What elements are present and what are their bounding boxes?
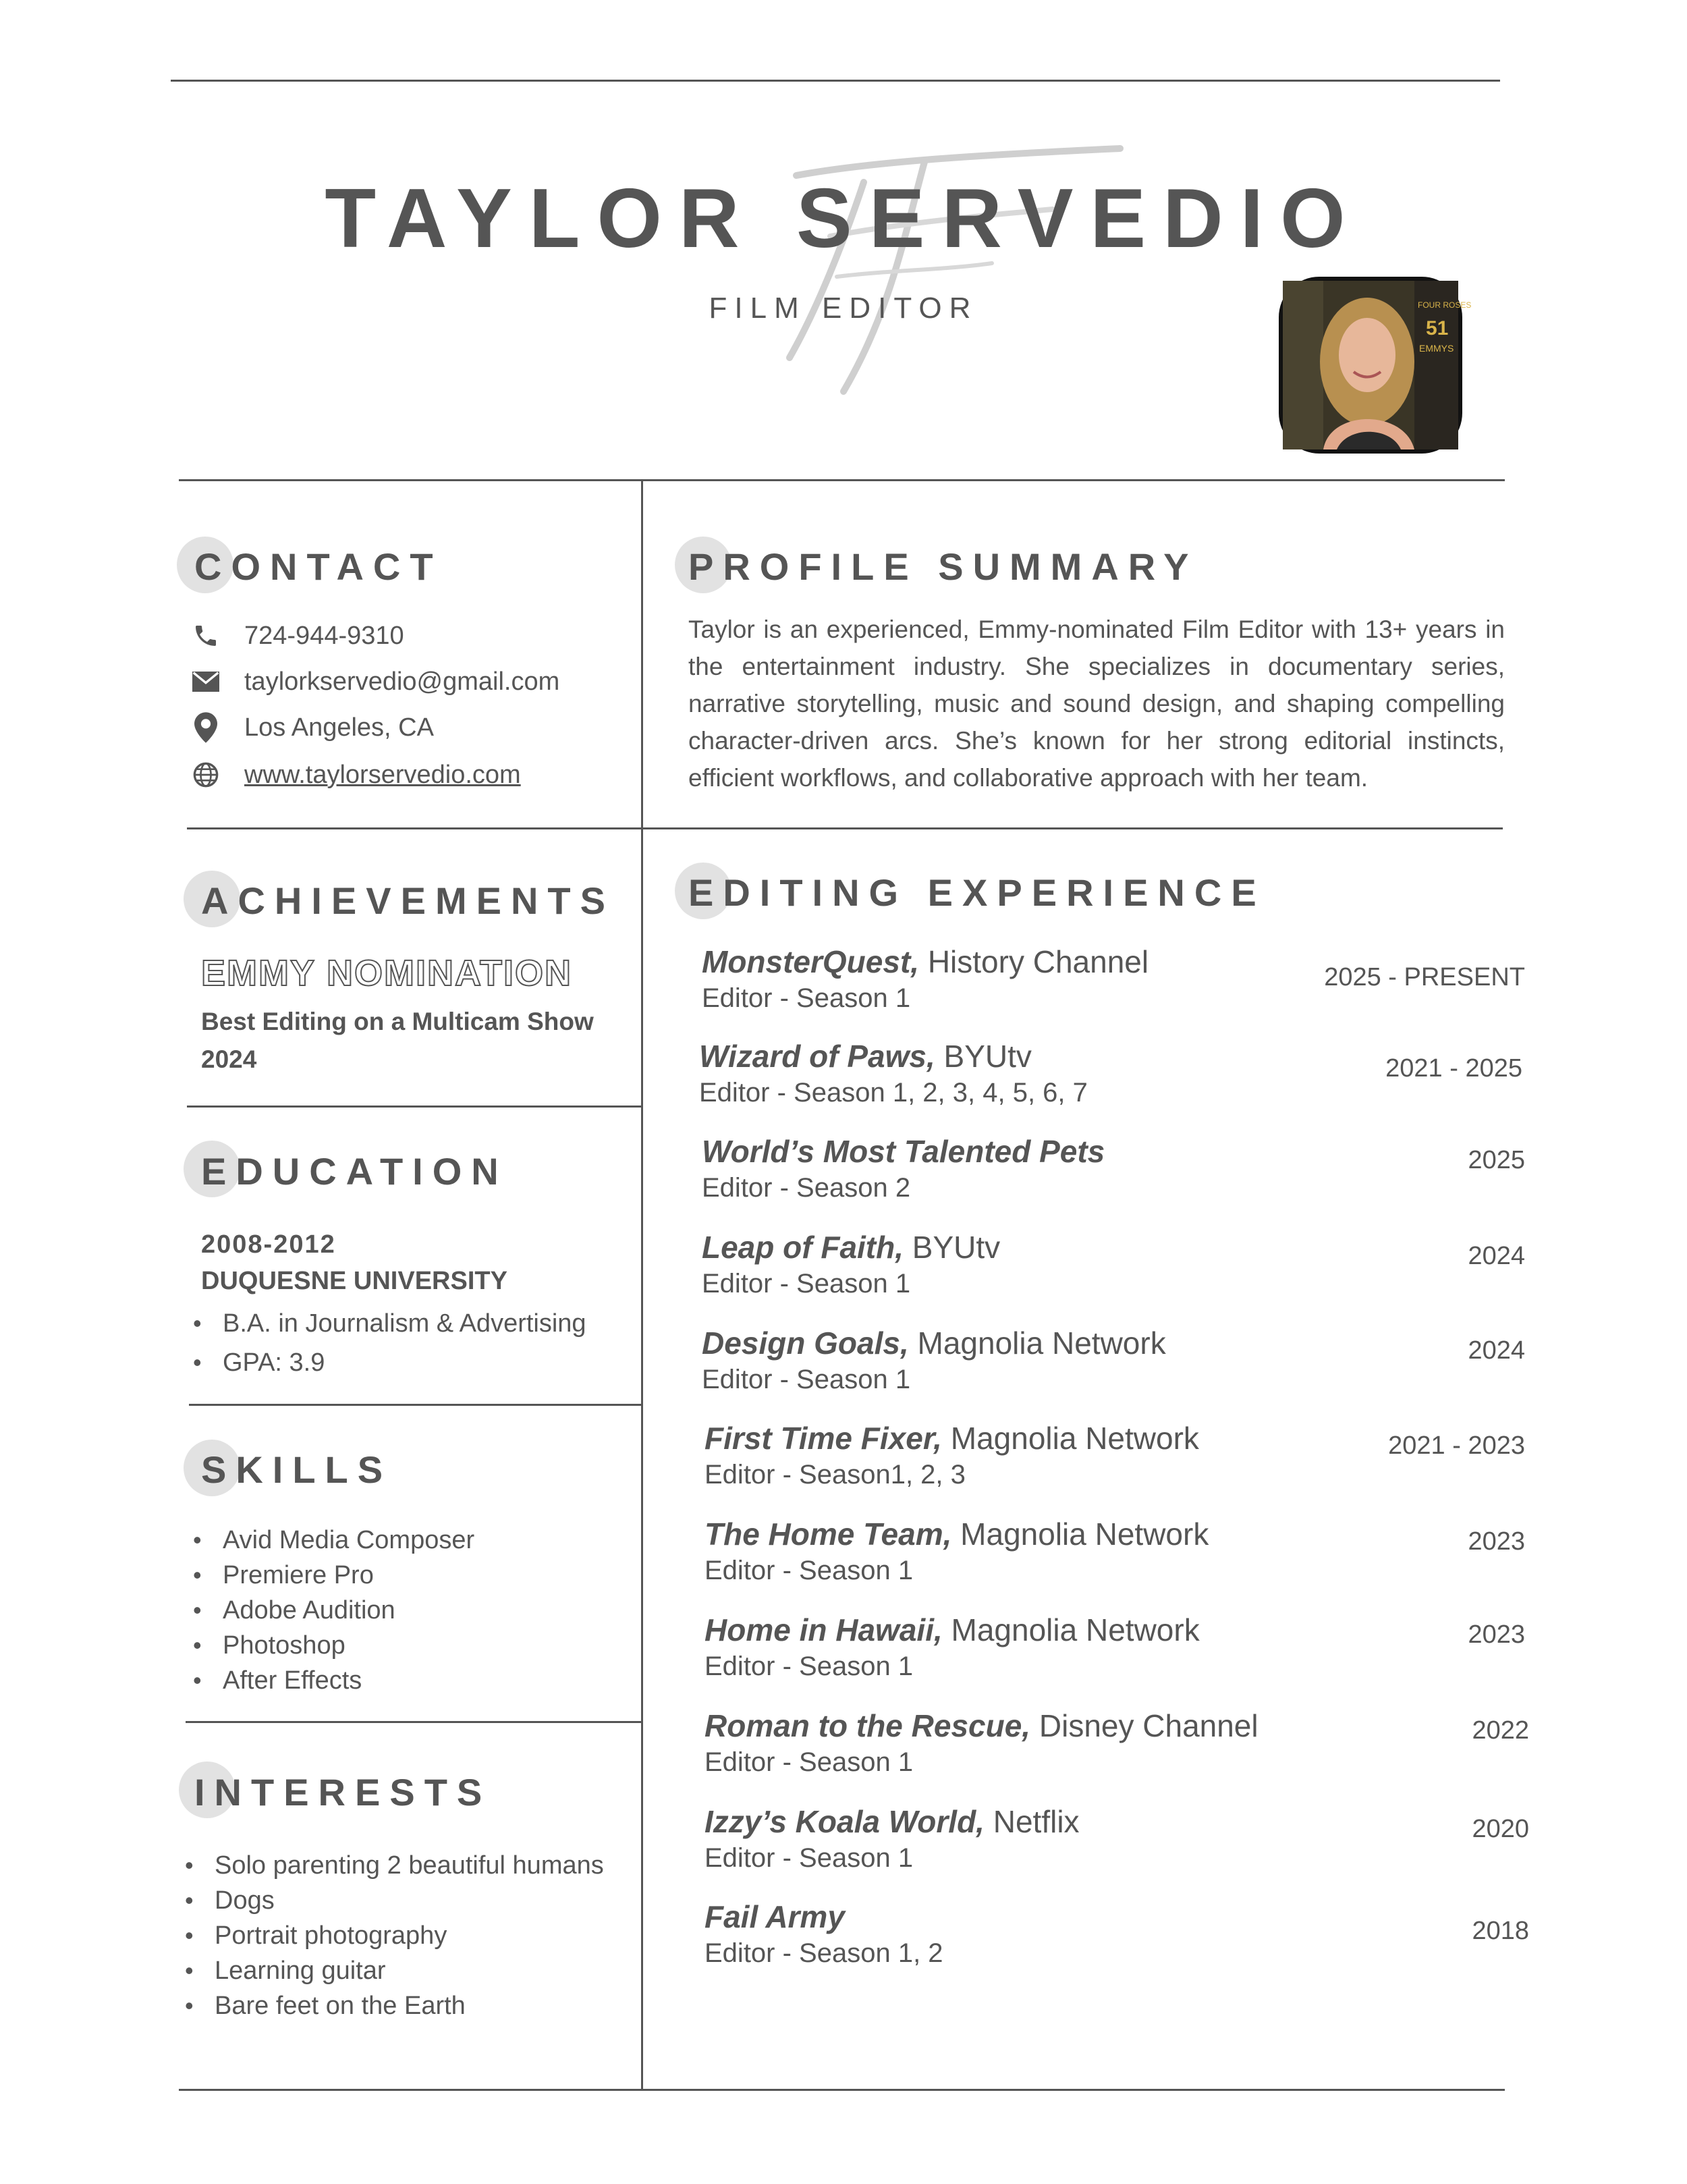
- list-item: • Bare feet on the Earth: [182, 1988, 604, 2023]
- skills-heading: SKILLS: [201, 1448, 393, 1491]
- network-name: Magnolia Network: [908, 1326, 1166, 1361]
- top-rule: [171, 80, 1500, 82]
- show-name: Fail Army: [704, 1899, 845, 1934]
- show-name: Izzy’s Koala World,: [704, 1804, 985, 1839]
- experience-dates: 2022: [1472, 1716, 1529, 1745]
- experience-role: Editor - Season 1: [702, 983, 911, 1013]
- list-item: • Portrait photography: [182, 1918, 604, 1953]
- contact-website: [189, 758, 521, 792]
- network-name: Magnolia Network: [942, 1612, 1200, 1647]
- candidate-title: FILM EDITOR: [709, 292, 978, 325]
- portrait-image: [1283, 281, 1472, 449]
- experience-role: Editor - Season 1, 2, 3, 4, 5, 6, 7: [699, 1078, 1088, 1108]
- list-item: • Premiere Pro: [190, 1558, 474, 1593]
- list-item: • Learning guitar: [182, 1953, 604, 1988]
- candidate-name: TAYLOR SERVEDIO: [325, 172, 1362, 265]
- show-name: Leap of Faith,: [702, 1230, 904, 1265]
- network-name: BYUtv: [904, 1230, 1001, 1265]
- experience-dates: 2021 - 2025: [1385, 1054, 1522, 1083]
- list-item: • GPA: 3.9: [190, 1345, 586, 1380]
- experience-entry: [704, 1898, 1529, 1971]
- experience-role: Editor - Season 1: [704, 1556, 914, 1585]
- experience-entry: [702, 1132, 1525, 1205]
- location-text: Los Angeles, CA: [244, 713, 434, 742]
- school-name: DUQUESNE UNIVERSITY: [201, 1267, 507, 1295]
- svg-text:51: 51: [1426, 317, 1449, 339]
- show-name: First Time Fixer,: [704, 1421, 942, 1456]
- experience-dates: 2023: [1468, 1527, 1525, 1556]
- email-address[interactable]: taylorkservedio@gmail.com: [244, 667, 560, 696]
- show-name: World’s Most Talented Pets: [702, 1134, 1105, 1169]
- experience-dates: 2021 - 2023: [1388, 1431, 1525, 1460]
- experience-title: [702, 1132, 1525, 1170]
- bottom-rule: [179, 2089, 1505, 2091]
- experience-title: [704, 1611, 1525, 1649]
- experience-title: [702, 1228, 1525, 1266]
- interests-heading: INTERESTS: [194, 1771, 492, 1813]
- experience-entry: [704, 1515, 1525, 1588]
- editing-experience-heading: EDITING EXPERIENCE: [688, 871, 1266, 914]
- experience-entry: [702, 1324, 1525, 1397]
- experience-role: Editor - Season 1: [704, 1747, 914, 1777]
- profile-summary-heading: PROFILE SUMMARY: [688, 545, 1198, 588]
- experience-role: Editor - Season 1: [704, 1651, 914, 1681]
- award-category: Best Editing on a Multicam Show: [201, 1008, 594, 1035]
- profile-photo: [1279, 277, 1472, 454]
- show-name: Design Goals,: [702, 1326, 909, 1361]
- left-divider-3: [189, 1404, 642, 1406]
- experience-entry: [704, 1707, 1529, 1780]
- network-name: Disney Channel: [1030, 1708, 1259, 1743]
- list-item: • After Effects: [190, 1663, 474, 1698]
- phone-number: 724-944-9310: [244, 621, 404, 650]
- experience-title: [704, 1515, 1525, 1553]
- experience-entry: [702, 943, 1525, 1016]
- svg-text:EMMYS: EMMYS: [1419, 343, 1454, 354]
- list-item: • B.A. in Journalism & Advertising: [190, 1306, 586, 1341]
- skills-list: [190, 1523, 474, 1698]
- experience-role: Editor - Season 1: [704, 1843, 914, 1873]
- experience-role: Editor - Season 1: [702, 1365, 911, 1394]
- show-name: Wizard of Paws,: [699, 1039, 935, 1074]
- network-name: Magnolia Network: [951, 1517, 1209, 1552]
- envelope-icon: [189, 665, 223, 699]
- experience-entry: [704, 1803, 1529, 1876]
- website-link[interactable]: www.taylorservedio.com: [244, 760, 521, 789]
- experience-role: Editor - Season 2: [702, 1173, 911, 1203]
- experience-dates: 2020: [1472, 1815, 1529, 1843]
- map-pin-icon: [189, 711, 223, 744]
- experience-role: Editor - Season1, 2, 3: [704, 1460, 966, 1490]
- left-divider-1: [187, 827, 642, 829]
- svg-text:FOUR ROSES: FOUR ROSES: [1418, 300, 1472, 310]
- education-details: [190, 1306, 586, 1380]
- network-name: Netflix: [984, 1804, 1080, 1839]
- list-item: • Photoshop: [190, 1628, 474, 1663]
- globe-icon: [189, 758, 223, 792]
- phone-icon: [189, 619, 223, 653]
- experience-title: [704, 1707, 1529, 1745]
- award-year: 2024: [201, 1045, 257, 1073]
- profile-summary-text: Taylor is an experienced, Emmy-nominated Film Editor with 13+ years in the entertainment industry. She specializes in documentary series, narrative storytelling, music and sound design, and shaping compelling character-driven arcs. She’s known for her strong editorial instincts, efficient workflows, and collaborative approach with her team.: [688, 616, 1505, 792]
- achievements-heading: ACHIEVEMENTS: [201, 879, 615, 922]
- interests-list: [182, 1848, 604, 2023]
- header-divider: [179, 479, 1505, 481]
- education-years: 2008-2012: [201, 1230, 336, 1259]
- list-item: • Dogs: [182, 1883, 604, 1918]
- network-name: BYUtv: [935, 1039, 1032, 1074]
- contact-location: [189, 711, 434, 744]
- contact-phone: [189, 619, 404, 653]
- experience-role: Editor - Season 1: [702, 1269, 911, 1299]
- experience-dates: 2018: [1472, 1917, 1529, 1945]
- list-item: • Solo parenting 2 beautiful humans: [182, 1848, 604, 1883]
- experience-dates: 2025 - PRESENT: [1324, 963, 1525, 991]
- network-name: Magnolia Network: [941, 1421, 1199, 1456]
- experience-title: [702, 1324, 1525, 1362]
- show-name: The Home Team,: [704, 1517, 952, 1552]
- experience-role: Editor - Season 1, 2: [704, 1938, 943, 1968]
- experience-entry: [704, 1611, 1525, 1684]
- left-divider-4: [186, 1721, 642, 1723]
- experience-entry: [702, 1228, 1525, 1301]
- experience-dates: 2023: [1468, 1620, 1525, 1649]
- network-name: History Channel: [919, 944, 1149, 979]
- experience-dates: 2025: [1468, 1146, 1525, 1174]
- experience-entry: [699, 1037, 1522, 1110]
- list-item: • Avid Media Composer: [190, 1523, 474, 1558]
- experience-title: [704, 1803, 1529, 1840]
- contact-heading: CONTACT: [194, 545, 443, 588]
- show-name: Home in Hawaii,: [704, 1612, 943, 1647]
- list-item: • Adobe Audition: [190, 1593, 474, 1628]
- experience-dates: 2024: [1468, 1242, 1525, 1270]
- experience-dates: 2024: [1468, 1336, 1525, 1365]
- experience-title: [704, 1898, 1529, 1936]
- column-divider: [641, 481, 643, 2090]
- left-divider-2: [187, 1105, 642, 1108]
- contact-email: [189, 665, 559, 699]
- education-heading: EDUCATION: [201, 1150, 508, 1193]
- award-title: EMMY NOMINATION: [201, 953, 572, 993]
- show-name: MonsterQuest,: [702, 944, 920, 979]
- right-divider-1: [642, 827, 1503, 829]
- experience-entry: [704, 1419, 1525, 1492]
- show-name: Roman to the Rescue,: [704, 1708, 1031, 1743]
